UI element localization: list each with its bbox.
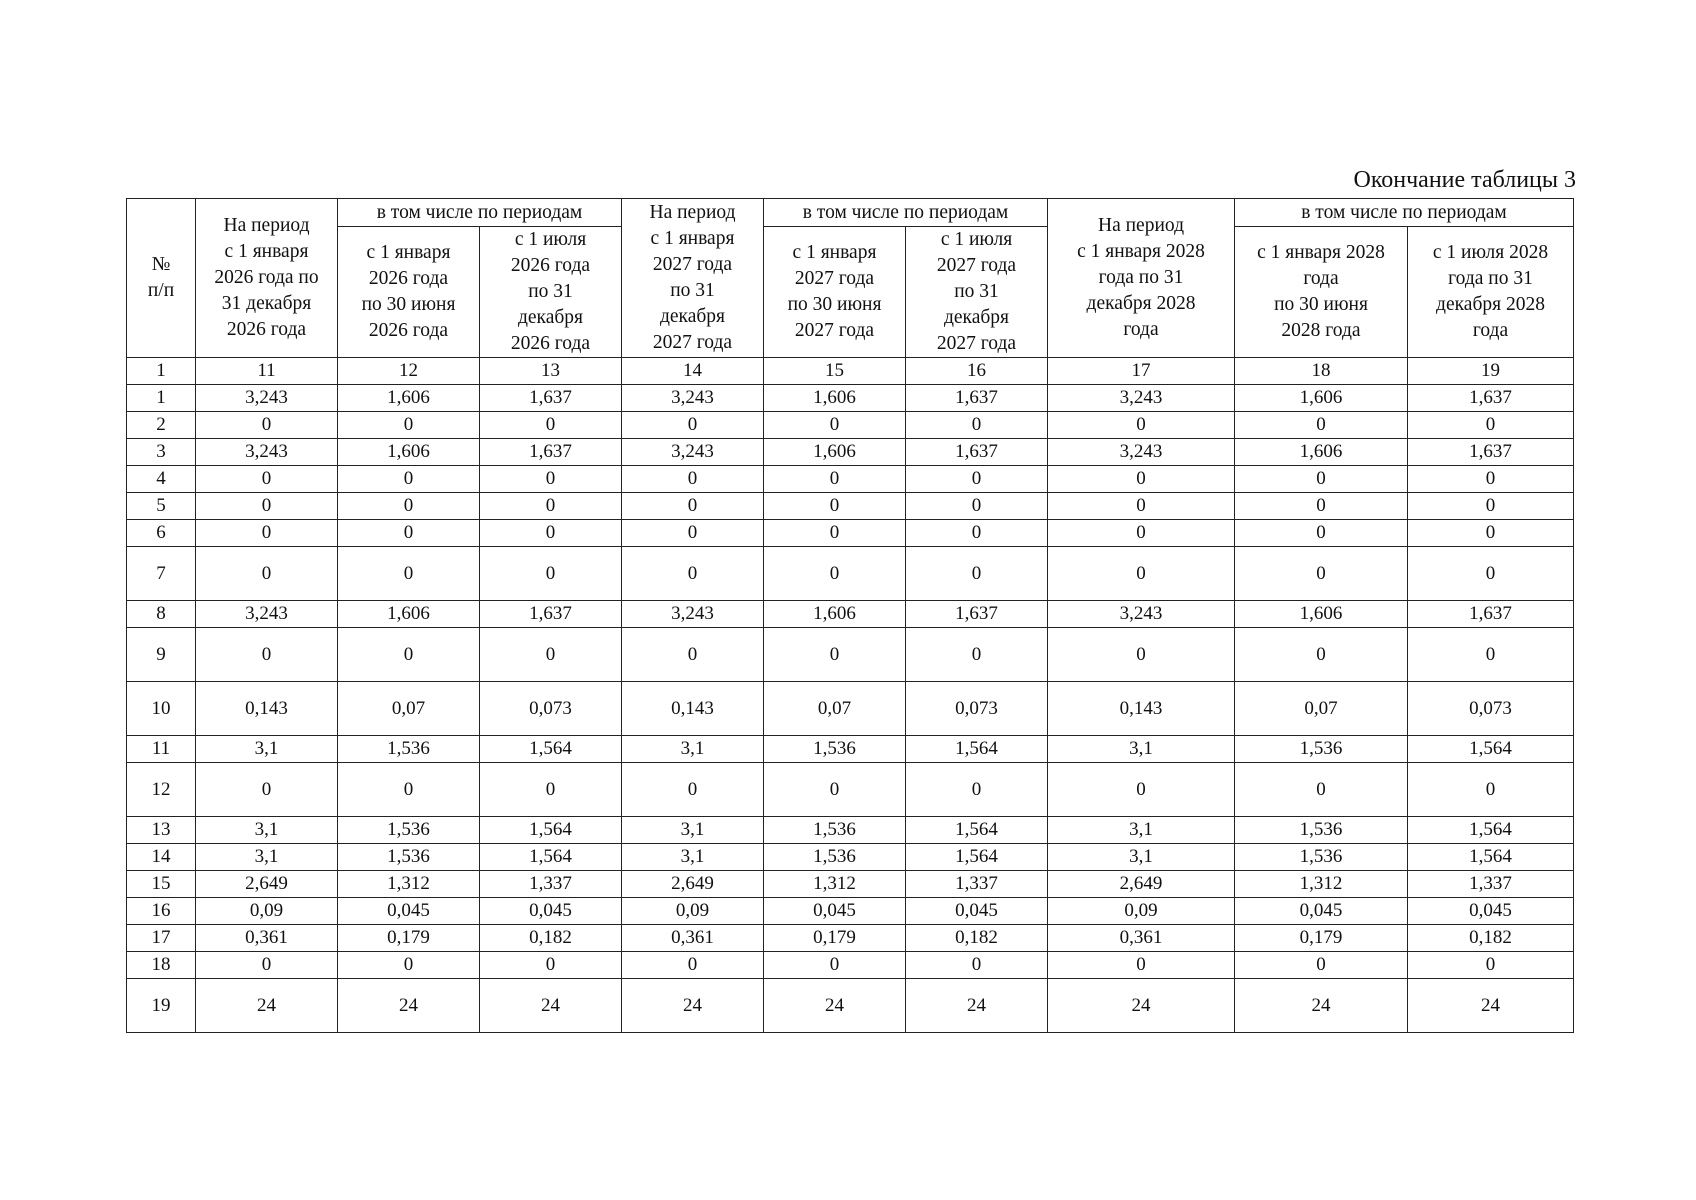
value-cell: 0 xyxy=(1235,520,1408,547)
row-number-cell: 9 xyxy=(127,628,196,682)
value-cell: 0 xyxy=(196,520,338,547)
table-row xyxy=(127,952,1574,979)
value-cell: 0,179 xyxy=(338,925,480,952)
value-cell: 0 xyxy=(1048,763,1235,817)
table-row xyxy=(127,547,1574,601)
value-cell: 0,045 xyxy=(764,898,906,925)
table-row xyxy=(127,763,1574,817)
value-cell: 24 xyxy=(480,979,622,1033)
value-cell: 1,536 xyxy=(338,817,480,844)
value-cell: 1,637 xyxy=(480,601,622,628)
value-cell: 0 xyxy=(1048,628,1235,682)
value-cell: 3,243 xyxy=(622,601,764,628)
value-cell: 0 xyxy=(480,466,622,493)
value-cell: 0 xyxy=(480,628,622,682)
value-cell: 0 xyxy=(338,466,480,493)
value-cell: 1,606 xyxy=(764,601,906,628)
value-cell: 1,337 xyxy=(480,871,622,898)
value-cell: 0,179 xyxy=(764,925,906,952)
column-number-cell: 19 xyxy=(1408,358,1574,385)
value-cell: 0,09 xyxy=(196,898,338,925)
value-cell: 1,564 xyxy=(906,817,1048,844)
value-cell: 3,1 xyxy=(196,844,338,871)
column-number-cell: 12 xyxy=(338,358,480,385)
column-numbers-row xyxy=(127,358,1574,385)
value-cell: 0 xyxy=(1235,412,1408,439)
value-cell: 0 xyxy=(1048,412,1235,439)
column-number-cell: 18 xyxy=(1235,358,1408,385)
value-cell: 1,564 xyxy=(906,736,1048,763)
row-number-cell: 10 xyxy=(127,682,196,736)
value-cell: 0 xyxy=(1408,547,1574,601)
row-number-cell: 15 xyxy=(127,871,196,898)
value-cell: 1,536 xyxy=(764,817,906,844)
value-cell: 0 xyxy=(622,520,764,547)
value-cell: 24 xyxy=(1048,979,1235,1033)
table-row xyxy=(127,871,1574,898)
column-number-cell: 15 xyxy=(764,358,906,385)
value-cell: 3,1 xyxy=(622,844,764,871)
value-cell: 1,564 xyxy=(1408,817,1574,844)
header-h1-2028: с 1 января 2028 года по 30 июня 2028 года xyxy=(1235,227,1408,358)
value-cell: 1,637 xyxy=(1408,601,1574,628)
value-cell: 3,1 xyxy=(196,817,338,844)
value-cell: 1,606 xyxy=(764,439,906,466)
value-cell: 0 xyxy=(338,763,480,817)
value-cell: 1,312 xyxy=(338,871,480,898)
value-cell: 0 xyxy=(764,763,906,817)
value-cell: 0 xyxy=(906,466,1048,493)
value-cell: 0 xyxy=(196,493,338,520)
value-cell: 0 xyxy=(196,952,338,979)
value-cell: 24 xyxy=(1235,979,1408,1033)
value-cell: 0 xyxy=(764,493,906,520)
row-number-cell: 8 xyxy=(127,601,196,628)
value-cell: 1,337 xyxy=(906,871,1048,898)
value-cell: 1,536 xyxy=(764,736,906,763)
column-number-cell: 17 xyxy=(1048,358,1235,385)
value-cell: 2,649 xyxy=(1048,871,1235,898)
value-cell: 3,243 xyxy=(1048,601,1235,628)
value-cell: 1,312 xyxy=(764,871,906,898)
column-number-cell: 1 xyxy=(127,358,196,385)
row-number-cell: 6 xyxy=(127,520,196,547)
value-cell: 0 xyxy=(196,628,338,682)
value-cell: 1,637 xyxy=(480,439,622,466)
value-cell: 0 xyxy=(1048,547,1235,601)
value-cell: 3,1 xyxy=(1048,817,1235,844)
value-cell: 0 xyxy=(1235,628,1408,682)
table-row xyxy=(127,736,1574,763)
value-cell: 0 xyxy=(764,628,906,682)
value-cell: 0 xyxy=(906,763,1048,817)
value-cell: 0,09 xyxy=(622,898,764,925)
value-cell: 0 xyxy=(1048,466,1235,493)
value-cell: 2,649 xyxy=(622,871,764,898)
value-cell: 0,182 xyxy=(906,925,1048,952)
value-cell: 0 xyxy=(1408,763,1574,817)
value-cell: 0 xyxy=(338,493,480,520)
table-row xyxy=(127,385,1574,412)
value-cell: 1,536 xyxy=(1235,817,1408,844)
value-cell: 3,243 xyxy=(196,439,338,466)
column-number-cell: 16 xyxy=(906,358,1048,385)
value-cell: 1,637 xyxy=(906,439,1048,466)
row-number-cell: 12 xyxy=(127,763,196,817)
value-cell: 0 xyxy=(480,520,622,547)
value-cell: 0 xyxy=(1408,466,1574,493)
value-cell: 0,143 xyxy=(196,682,338,736)
header-subperiods-2026: в том числе по периодам xyxy=(338,199,622,227)
value-cell: 1,606 xyxy=(338,385,480,412)
value-cell: 0 xyxy=(1408,628,1574,682)
value-cell: 1,337 xyxy=(1408,871,1574,898)
value-cell: 0 xyxy=(906,520,1048,547)
value-cell: 1,637 xyxy=(1408,439,1574,466)
value-cell: 1,564 xyxy=(480,844,622,871)
value-cell: 0 xyxy=(480,952,622,979)
value-cell: 24 xyxy=(196,979,338,1033)
value-cell: 3,243 xyxy=(196,601,338,628)
value-cell: 0 xyxy=(764,520,906,547)
row-number-cell: 16 xyxy=(127,898,196,925)
row-number-cell: 19 xyxy=(127,979,196,1033)
value-cell: 3,1 xyxy=(196,736,338,763)
value-cell: 24 xyxy=(338,979,480,1033)
value-cell: 3,243 xyxy=(1048,385,1235,412)
header-h1-2027: с 1 января 2027 года по 30 июня 2027 года xyxy=(764,227,906,358)
value-cell: 0,045 xyxy=(906,898,1048,925)
header-subperiods-2027: в том числе по периодам xyxy=(764,199,1048,227)
value-cell: 0 xyxy=(906,952,1048,979)
value-cell: 0,073 xyxy=(1408,682,1574,736)
value-cell: 0 xyxy=(906,493,1048,520)
value-cell: 0,182 xyxy=(1408,925,1574,952)
value-cell: 0 xyxy=(196,466,338,493)
value-cell: 3,243 xyxy=(622,439,764,466)
value-cell: 1,564 xyxy=(1408,844,1574,871)
header-period-2028: На период с 1 января 2028 года по 31 декабря 2028 года xyxy=(1048,199,1235,358)
row-number-cell: 5 xyxy=(127,493,196,520)
row-number-cell: 1 xyxy=(127,385,196,412)
value-cell: 0 xyxy=(622,628,764,682)
value-cell: 0 xyxy=(1048,520,1235,547)
table-row xyxy=(127,898,1574,925)
row-number-cell: 13 xyxy=(127,817,196,844)
value-cell: 0,073 xyxy=(480,682,622,736)
value-cell: 0,09 xyxy=(1048,898,1235,925)
value-cell: 0,361 xyxy=(1048,925,1235,952)
value-cell: 1,637 xyxy=(906,385,1048,412)
value-cell: 24 xyxy=(622,979,764,1033)
table-row xyxy=(127,979,1574,1033)
row-number-cell: 14 xyxy=(127,844,196,871)
value-cell: 0,07 xyxy=(338,682,480,736)
row-number-cell: 18 xyxy=(127,952,196,979)
value-cell: 1,536 xyxy=(1235,736,1408,763)
header-h2-2028: с 1 июля 2028 года по 31 декабря 2028 года xyxy=(1408,227,1574,358)
header-period-2027: На период с 1 января 2027 года по 31 декабря 2027 года xyxy=(622,199,764,358)
value-cell: 1,536 xyxy=(764,844,906,871)
value-cell: 0 xyxy=(764,466,906,493)
header-row-number: № п/п xyxy=(127,199,196,358)
value-cell: 0,073 xyxy=(906,682,1048,736)
row-number-cell: 2 xyxy=(127,412,196,439)
value-cell: 3,1 xyxy=(622,736,764,763)
header-h1-2026: с 1 января 2026 года по 30 июня 2026 года xyxy=(338,227,480,358)
value-cell: 0,045 xyxy=(1408,898,1574,925)
row-number-cell: 11 xyxy=(127,736,196,763)
table-row xyxy=(127,817,1574,844)
row-number-cell: 3 xyxy=(127,439,196,466)
value-cell: 0 xyxy=(1048,493,1235,520)
value-cell: 0,361 xyxy=(622,925,764,952)
table-row xyxy=(127,682,1574,736)
value-cell: 0,361 xyxy=(196,925,338,952)
value-cell: 0 xyxy=(480,493,622,520)
value-cell: 0 xyxy=(338,412,480,439)
value-cell: 3,1 xyxy=(1048,736,1235,763)
value-cell: 0 xyxy=(1235,547,1408,601)
value-cell: 3,1 xyxy=(1048,844,1235,871)
value-cell: 0 xyxy=(906,547,1048,601)
value-cell: 1,536 xyxy=(338,844,480,871)
value-cell: 0,045 xyxy=(1235,898,1408,925)
header-period-2026: На период с 1 января 2026 года по 31 декабря 2026 года xyxy=(196,199,338,358)
value-cell: 1,606 xyxy=(1235,385,1408,412)
row-number-cell: 17 xyxy=(127,925,196,952)
value-cell: 0 xyxy=(196,412,338,439)
value-cell: 0 xyxy=(1235,466,1408,493)
value-cell: 1,606 xyxy=(1235,601,1408,628)
value-cell: 0 xyxy=(1408,412,1574,439)
value-cell: 0 xyxy=(338,952,480,979)
value-cell: 0,143 xyxy=(1048,682,1235,736)
value-cell: 0 xyxy=(622,547,764,601)
value-cell: 3,243 xyxy=(196,385,338,412)
value-cell: 0 xyxy=(480,412,622,439)
value-cell: 0,179 xyxy=(1235,925,1408,952)
value-cell: 3,243 xyxy=(622,385,764,412)
value-cell: 0,045 xyxy=(480,898,622,925)
value-cell: 0 xyxy=(480,763,622,817)
table-row xyxy=(127,412,1574,439)
value-cell: 0 xyxy=(1408,493,1574,520)
value-cell: 2,649 xyxy=(196,871,338,898)
value-cell: 0 xyxy=(764,412,906,439)
value-cell: 3,243 xyxy=(1048,439,1235,466)
table-row xyxy=(127,493,1574,520)
value-cell: 0 xyxy=(622,493,764,520)
value-cell: 0 xyxy=(1235,763,1408,817)
value-cell: 1,606 xyxy=(1235,439,1408,466)
row-number-cell: 4 xyxy=(127,466,196,493)
value-cell: 0 xyxy=(338,628,480,682)
value-cell: 0 xyxy=(906,628,1048,682)
column-number-cell: 13 xyxy=(480,358,622,385)
value-cell: 0 xyxy=(622,412,764,439)
value-cell: 24 xyxy=(764,979,906,1033)
value-cell: 0,143 xyxy=(622,682,764,736)
value-cell: 0 xyxy=(1408,952,1574,979)
value-cell: 1,637 xyxy=(1408,385,1574,412)
value-cell: 1,606 xyxy=(338,601,480,628)
value-cell: 0 xyxy=(1235,952,1408,979)
value-cell: 1,564 xyxy=(480,736,622,763)
value-cell: 0 xyxy=(622,466,764,493)
table-row xyxy=(127,925,1574,952)
value-cell: 24 xyxy=(1408,979,1574,1033)
value-cell: 0 xyxy=(764,547,906,601)
data-table xyxy=(126,198,1574,1033)
value-cell: 0 xyxy=(906,412,1048,439)
value-cell: 1,536 xyxy=(338,736,480,763)
table-row xyxy=(127,628,1574,682)
table-row xyxy=(127,601,1574,628)
value-cell: 0 xyxy=(1235,493,1408,520)
value-cell: 0,182 xyxy=(480,925,622,952)
value-cell: 0,07 xyxy=(764,682,906,736)
table-caption: Окончание таблицы 3 xyxy=(1353,167,1576,193)
value-cell: 1,564 xyxy=(1408,736,1574,763)
value-cell: 1,312 xyxy=(1235,871,1408,898)
row-number-cell: 7 xyxy=(127,547,196,601)
value-cell: 0 xyxy=(338,520,480,547)
table-row xyxy=(127,466,1574,493)
value-cell: 1,564 xyxy=(480,817,622,844)
value-cell: 0 xyxy=(622,763,764,817)
value-cell: 0,07 xyxy=(1235,682,1408,736)
value-cell: 0 xyxy=(1048,952,1235,979)
value-cell: 1,606 xyxy=(764,385,906,412)
value-cell: 0 xyxy=(1408,520,1574,547)
value-cell: 1,637 xyxy=(906,601,1048,628)
header-h2-2027: с 1 июля 2027 года по 31 декабря 2027 года xyxy=(906,227,1048,358)
column-number-cell: 14 xyxy=(622,358,764,385)
value-cell: 0 xyxy=(196,763,338,817)
table-row xyxy=(127,520,1574,547)
value-cell: 1,606 xyxy=(338,439,480,466)
value-cell: 0,045 xyxy=(338,898,480,925)
value-cell: 3,1 xyxy=(622,817,764,844)
value-cell: 1,536 xyxy=(1235,844,1408,871)
table-row xyxy=(127,844,1574,871)
header-subperiods-2028: в том числе по периодам xyxy=(1235,199,1574,227)
value-cell: 24 xyxy=(906,979,1048,1033)
header-h2-2026: с 1 июля 2026 года по 31 декабря 2026 года xyxy=(480,227,622,358)
value-cell: 0 xyxy=(338,547,480,601)
column-number-cell: 11 xyxy=(196,358,338,385)
value-cell: 1,564 xyxy=(906,844,1048,871)
value-cell: 0 xyxy=(764,952,906,979)
table-row xyxy=(127,439,1574,466)
value-cell: 0 xyxy=(196,547,338,601)
value-cell: 0 xyxy=(480,547,622,601)
value-cell: 0 xyxy=(622,952,764,979)
value-cell: 1,637 xyxy=(480,385,622,412)
